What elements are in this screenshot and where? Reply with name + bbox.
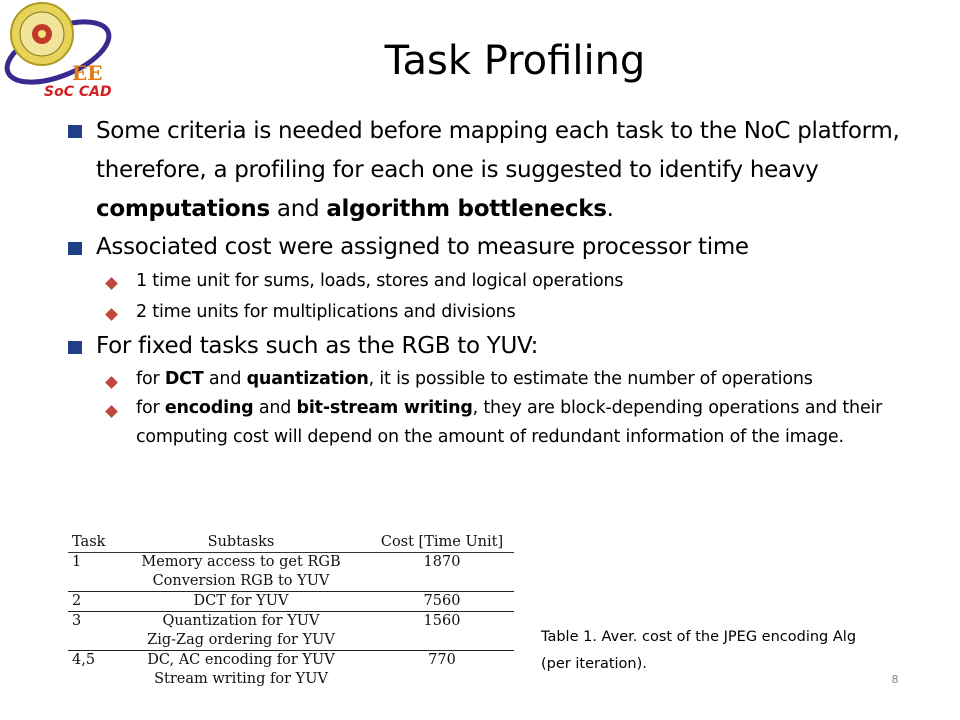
cell-task: 4,5: [72, 652, 96, 668]
bullet-criteria: Some criteria is needed before mapping each task to the NoC platform, therefore, a profiling for each one is suggested to identify heavy computations and algorithm bottlenecks.: [66, 112, 916, 229]
page-number: 8: [891, 673, 899, 686]
cell-task: 3: [72, 613, 82, 629]
sub-bullet-dct: for DCT and quantization, it is possible to estimate the number of operations: [104, 365, 916, 394]
bullet-list: [66, 112, 916, 452]
diamond-bullet-icon: [105, 376, 118, 389]
cell-subtask: DCT for YUV: [193, 593, 289, 609]
diamond-bullet-icon: [105, 277, 118, 290]
header-task: Task: [72, 534, 106, 550]
cell-subtask: Quantization for YUV: [162, 613, 320, 629]
logo-soc-text: SoC CAD: [44, 84, 112, 100]
table-row: [68, 612, 514, 650]
table-row: [68, 592, 514, 611]
sub-bullet-time-unit-2: 2 time units for multiplications and divisions: [104, 297, 916, 328]
bullet-fixed-tasks: For fixed tasks such as the RGB to YUV:: [66, 328, 916, 365]
header-subtasks: Subtasks: [207, 534, 275, 550]
cell-cost: 770: [428, 652, 456, 668]
diamond-bullet-icon: [105, 405, 118, 418]
table-row: [68, 651, 514, 689]
cell-cost: 7560: [423, 593, 461, 609]
sub-bullet-encoding: for encoding and bit-stream writing, they are block-depending operations and their computing cost will depend on the amount of redundant information of the image.: [104, 394, 916, 452]
cell-subtask: DC, AC encoding for YUV: [147, 652, 335, 668]
sub-bullet-time-unit-1: 1 time unit for sums, loads, stores and logical operations: [104, 266, 916, 297]
cell-subtask: Zig-Zag ordering for YUV: [147, 632, 335, 648]
cost-table: [68, 533, 514, 689]
bullet-associated-cost: Associated cost were assigned to measure processor time: [66, 229, 916, 266]
cell-cost: 1870: [423, 554, 461, 570]
header-cost: Cost [Time Unit]: [380, 534, 504, 550]
slide-title: Task Profiling: [384, 38, 646, 84]
square-bullet-icon: [68, 242, 82, 255]
square-bullet-icon: [68, 341, 82, 354]
table-row: [68, 553, 514, 591]
cell-task: 1: [72, 554, 82, 570]
cell-task: 2: [72, 593, 82, 609]
diamond-bullet-icon: [105, 308, 118, 321]
cell-subtask: Stream writing for YUV: [154, 671, 328, 687]
cell-cost: 1560: [423, 613, 461, 629]
cell-subtask: Memory access to get RGB: [141, 554, 341, 570]
cell-subtask: Conversion RGB to YUV: [152, 573, 330, 589]
table-header-row: [68, 533, 514, 552]
logo-ee-text: EE: [72, 61, 103, 85]
square-bullet-icon: [68, 125, 82, 138]
table-caption: Table 1. Aver. cost of the JPEG encoding Alg (per iteration).: [541, 629, 857, 672]
